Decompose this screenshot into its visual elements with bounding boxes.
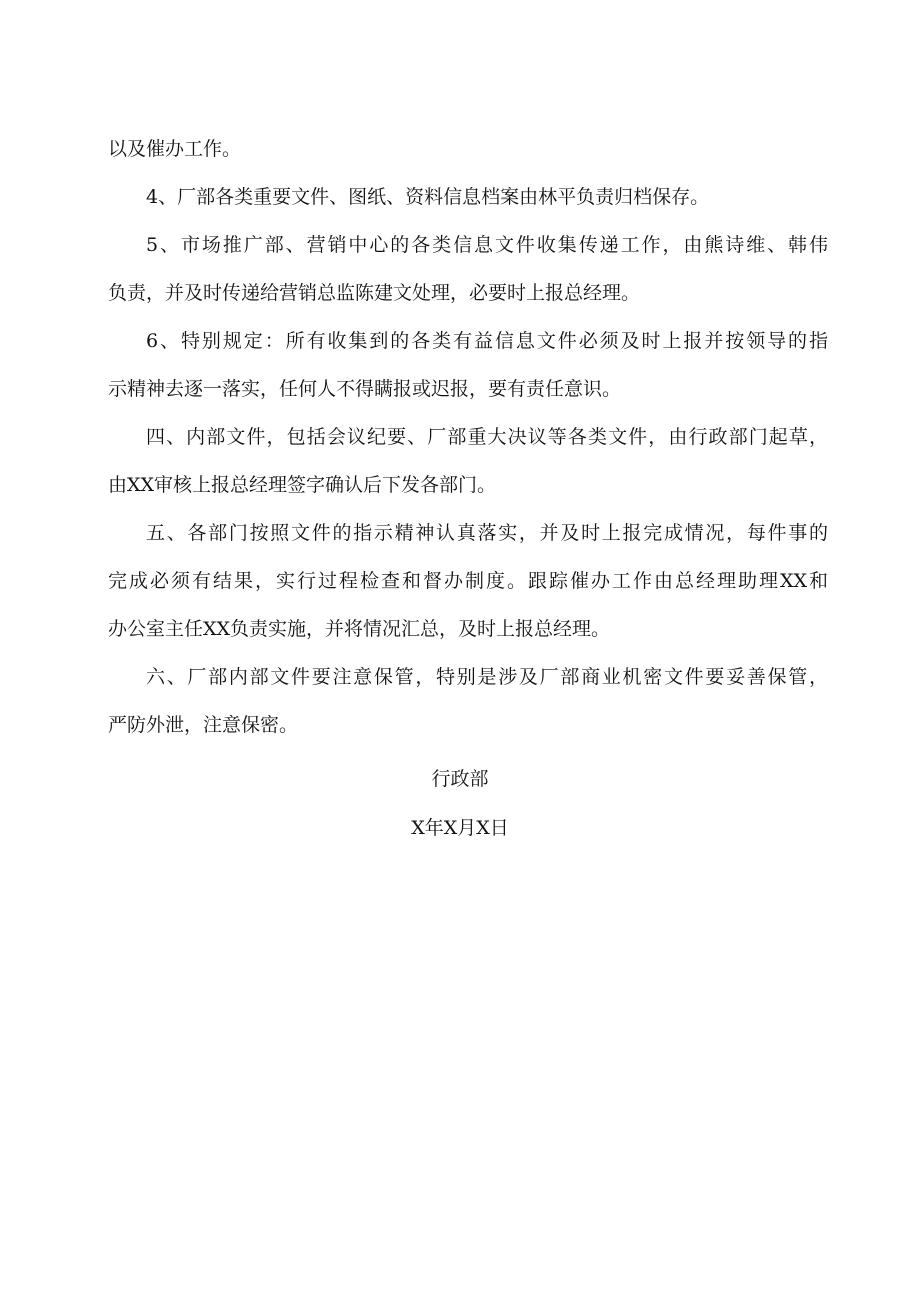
paragraph-line: 5、市场推广部、营销中心的各类信息文件收集传递工作，由熊诗维、韩伟 — [146, 234, 828, 256]
paragraph-line: 四、内部文件，包括会议纪要、厂部重大决议等各类文件，由行政部门起草， — [146, 426, 828, 448]
paragraph-line: 负责，并及时传递给营销总监陈建文处理，必要时上报总经理。 — [108, 282, 641, 304]
paragraph-line: 以及催办工作。 — [108, 138, 242, 160]
paragraph-line: 4、厂部各类重要文件、图纸、资料信息档案由林平负责归档保存。 — [146, 186, 710, 208]
paragraph-line: 办公室主任XX负责实施，并将情况汇总，及时上报总经理。 — [108, 618, 611, 640]
paragraph-line: 完成必须有结果，实行过程检查和督办制度。跟踪催办工作由总经理助理XX和 — [108, 570, 828, 592]
paragraph-line: 五、各部门按照文件的指示精神认真落实，并及时上报完成情况，每件事的 — [146, 522, 828, 544]
paragraph-line: 六、厂部内部文件要注意保管，特别是涉及厂部商业机密文件要妥善保管， — [146, 666, 828, 688]
signature-department: 行政部 — [431, 768, 489, 790]
signature-date: X年X月X日 — [411, 817, 509, 839]
paragraph-line: 由XX审核上报总经理签字确认后下发各部门。 — [108, 474, 497, 496]
paragraph-line: 严防外泄，注意保密。 — [108, 714, 299, 736]
paragraph-line: 6、特别规定：所有收集到的各类有益信息文件必须及时上报并按领导的指 — [146, 330, 828, 352]
paragraph-line: 示精神去逐一落实，任何人不得瞒报或迟报，要有责任意识。 — [108, 378, 622, 400]
